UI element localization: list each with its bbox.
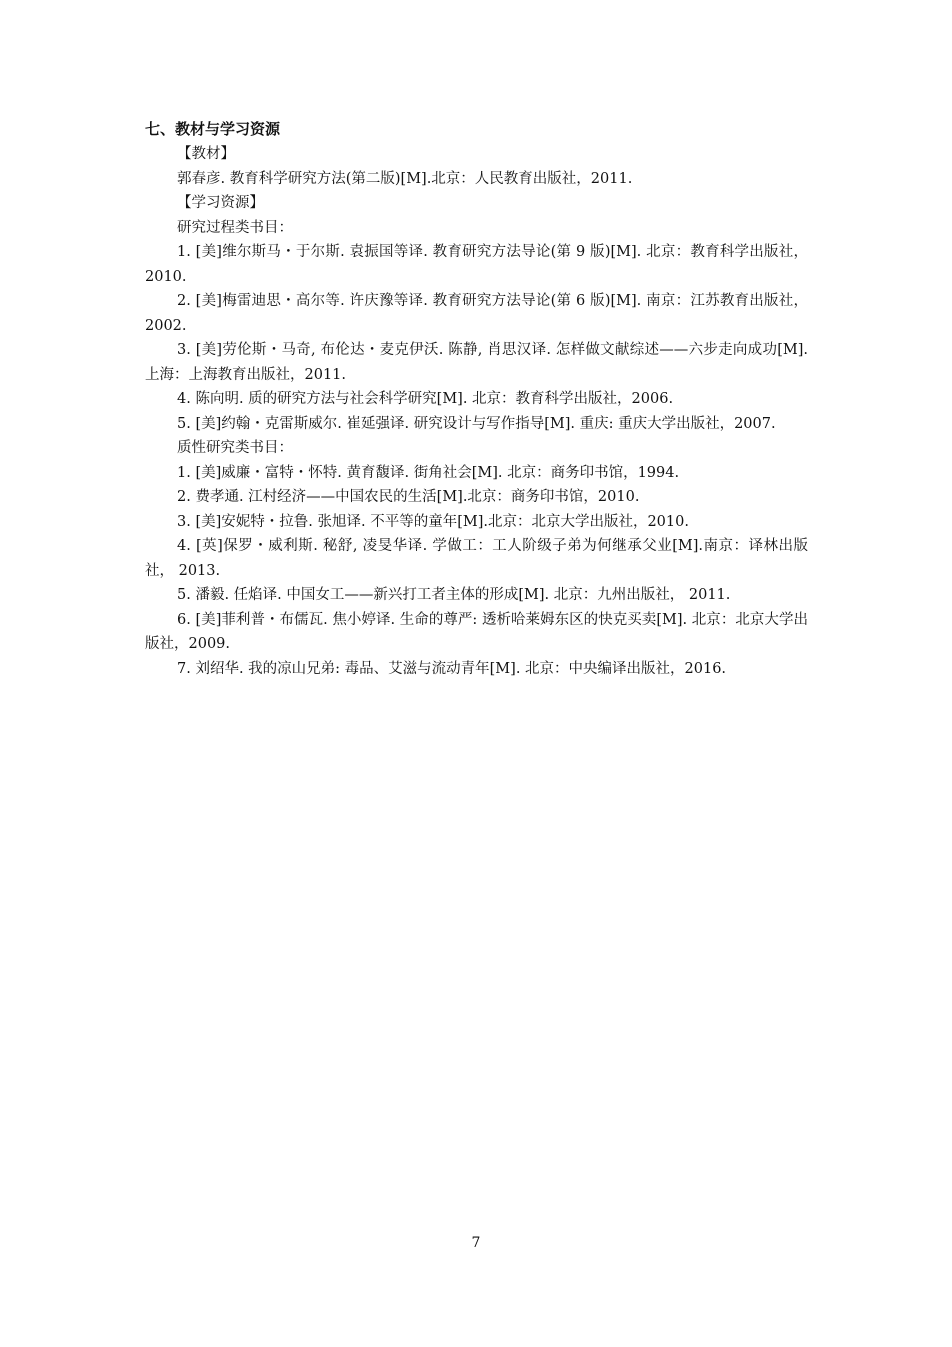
qualitative-book-1: 1. [美]威廉・富特・怀特. 黄育馥译. 街角社会[M]. 北京：商务印书馆，1994.: [177, 464, 680, 481]
section-content: [145, 116, 808, 681]
process-books-label: 研究过程类书目：: [177, 219, 293, 236]
page-number: 7: [471, 1235, 481, 1251]
textbook-label: 【教材】: [177, 146, 235, 162]
qualitative-books-label: 质性研究类书目：: [177, 440, 293, 456]
process-book-3: 3. [美]劳伦斯・马奇, 布伦达・麦克伊沃. 陈静, 肖思汉译. 怎样做文献综述——六步走向成功[M]. 上海：上海教育出版社，2011.: [145, 342, 808, 383]
process-book-4: 4. 陈向明. 质的研究方法与社会科学研究[M]. 北京：教育科学出版社，2006.: [177, 391, 674, 407]
qualitative-book-list: [145, 461, 808, 682]
process-book-list: [145, 240, 808, 436]
process-book-5: 5. [美]约翰・克雷斯威尔. 崔延强译. 研究设计与写作指导[M]. 重庆: 重庆大学出版社，2007.: [177, 415, 776, 432]
qualitative-book-6: 6. [美]菲利普・布儒瓦. 焦小婷译. 生命的尊严: 透析哈莱姆东区的快克买卖[M]. 北京：北京大学出版社，2009.: [145, 611, 808, 652]
process-book-1: 1. [美]维尔斯马・于尔斯. 袁振国等译. 教育研究方法导论(第 9 版)[M]. 北京：教育科学出版社，2010.: [145, 244, 808, 285]
qualitative-book-3: 3. [美]安妮特・拉鲁. 张旭译. 不平等的童年[M].北京：北京大学出版社，2010.: [177, 513, 689, 530]
process-book-2: 2. [美]梅雷迪思・高尔等. 许庆豫等译. 教育研究方法导论(第 6 版)[M]. 南京：江苏教育出版社，2002.: [145, 293, 808, 334]
qualitative-book-2: 2. 费孝通. 江村经济——中国农民的生活[M].北京：商务印书馆，2010.: [177, 489, 640, 505]
textbook-entry: 郭春彦. 教育科学研究方法(第二版)[M].北京：人民教育出版社，2011.: [177, 170, 633, 187]
section-heading: 七、教材与学习资源: [145, 120, 281, 138]
qualitative-book-7: 7. 刘绍华. 我的凉山兄弟: 毒品、艾滋与流动青年[M]. 北京：中央编译出版社，2016.: [177, 660, 727, 677]
qualitative-book-4: 4. [英]保罗・威利斯. 秘舒, 凌旻华译. 学做工：工人阶级子弟为何继承父业[M].南京：译林出版社， 2013.: [145, 538, 808, 579]
qualitative-book-5: 5. 潘毅. 任焰译. 中国女工——新兴打工者主体的形成[M]. 北京：九州出版社， 2011.: [177, 587, 731, 603]
resources-label: 【学习资源】: [177, 195, 264, 211]
